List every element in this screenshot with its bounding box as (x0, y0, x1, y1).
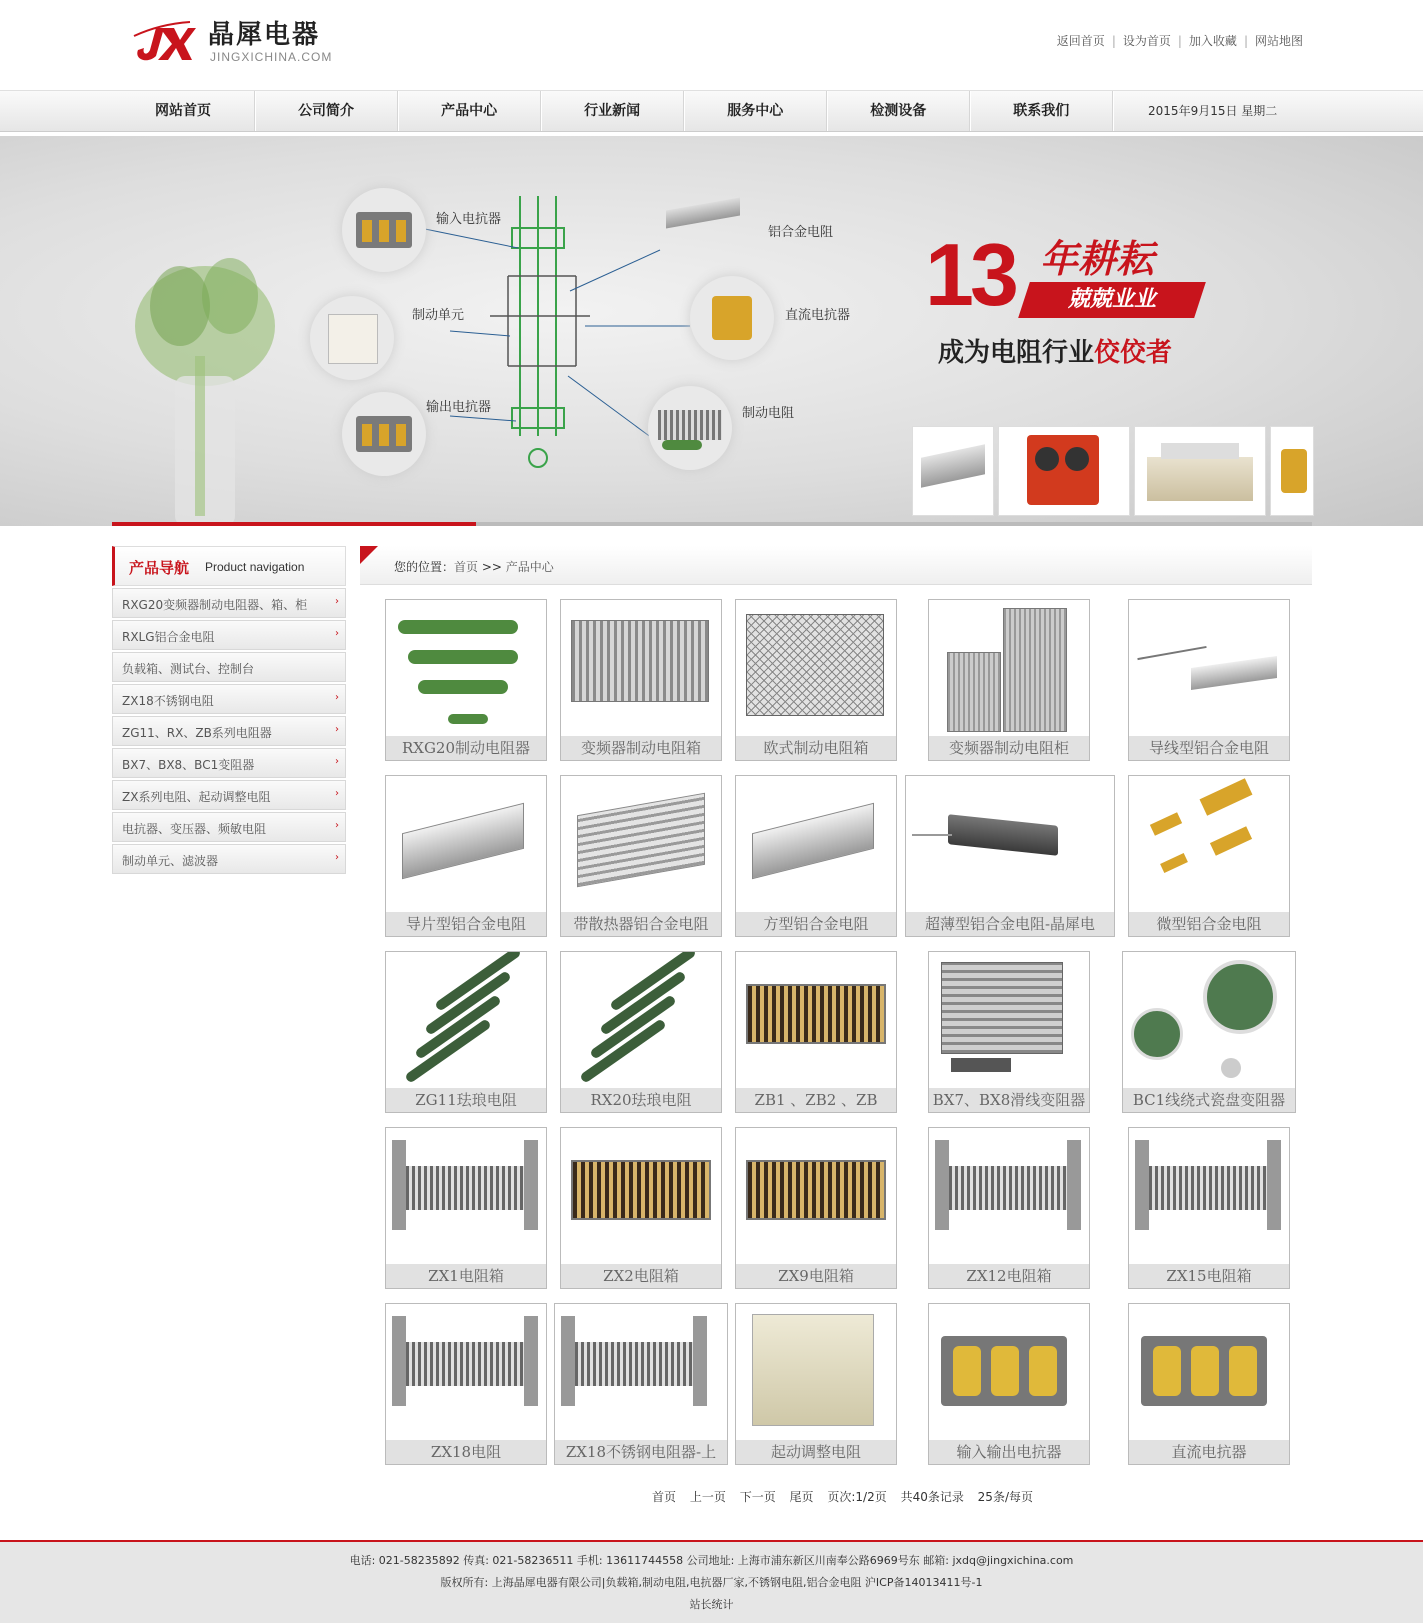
chevron-right-icon: › (335, 788, 339, 799)
label-brake-resistor: 制动电阻 (742, 406, 795, 421)
product-name: 方型铝合金电阻 (736, 912, 896, 936)
jx-logo-icon (130, 16, 196, 64)
breadcrumb-prefix: 您的位置： (394, 560, 455, 574)
nav-about[interactable]: 公司简介 (255, 91, 398, 131)
sidebar-item-label: 负载箱、测试台、控制台 (122, 662, 255, 676)
product-image (1131, 1306, 1287, 1442)
product-card[interactable] (735, 1127, 897, 1289)
product-image (563, 1130, 719, 1266)
product-name: 变频器制动电阻箱 (561, 736, 721, 760)
product-image (931, 1306, 1087, 1442)
sidebar-item-label: ZX18不锈钢电阻 (122, 694, 214, 708)
product-card[interactable] (385, 599, 547, 761)
nav-home[interactable]: 网站首页 (112, 91, 255, 131)
product-name: ZX15电阻箱 (1129, 1264, 1289, 1288)
sidebar-item-label: ZG11、RX、ZB系列电阻器 (122, 726, 272, 740)
site-logo[interactable] (130, 14, 350, 70)
link-back-home[interactable]: 返回首页 (1056, 34, 1105, 48)
main-nav (0, 90, 1423, 132)
top-links: 返回首页 | 设为首页 | 加入收藏 | 网站地图 (1056, 34, 1303, 48)
sidebar-item-load-box[interactable] (112, 652, 346, 682)
product-name: ZG11珐琅电阻 (386, 1088, 546, 1112)
product-name: ZB1 、ZB2 、ZB (736, 1088, 896, 1112)
product-name: BX7、BX8滑线变阻器 (929, 1088, 1089, 1112)
chevron-right-icon: › (335, 724, 339, 735)
product-card[interactable] (1128, 599, 1290, 761)
sidebar-item-reactor[interactable] (112, 812, 346, 842)
product-card[interactable] (560, 1127, 722, 1289)
product-card[interactable] (1128, 775, 1290, 937)
product-image (563, 778, 719, 914)
breadcrumb-current[interactable]: 产品中心 (505, 560, 554, 574)
logo-name: 晶犀电器 (208, 20, 321, 50)
product-image (738, 1130, 894, 1266)
product-name: ZX9电阻箱 (736, 1264, 896, 1288)
output-reactor-image (342, 392, 426, 476)
product-image (388, 778, 544, 914)
link-set-homepage[interactable]: 设为首页 (1122, 34, 1171, 48)
product-name: 起动调整电阻 (736, 1440, 896, 1464)
label-output-reactor: 输出电抗器 (426, 400, 492, 415)
product-image (557, 1306, 725, 1442)
hero-banner[interactable] (0, 136, 1423, 526)
product-name: 导片型铝合金电阻 (386, 912, 546, 936)
product-name: 变频器制动电阻柜 (929, 736, 1089, 760)
product-name: 欧式制动电阻箱 (736, 736, 896, 760)
sidebar-item-brake-unit[interactable] (112, 844, 346, 874)
product-name: ZX2电阻箱 (561, 1264, 721, 1288)
footer-contact: 电话: 021-58235892 传真: 021-58236511 手机: 13611744558 公司地址: 上海市浦东新区川南奉公路6969号东 邮箱: jxdq@jingxichina.com (349, 1554, 1074, 1567)
corner-triangle-icon (360, 546, 378, 564)
brake-resistor-image (648, 386, 732, 470)
pager-next[interactable]: 下一页 (739, 1490, 776, 1504)
product-image (908, 778, 1112, 914)
product-name: ZX18电阻 (386, 1440, 546, 1464)
aluminum-resistor-image (660, 192, 750, 232)
product-card[interactable] (385, 1127, 547, 1289)
logo-url: JINGXICHINA.COM (210, 50, 333, 64)
chevron-right-icon: › (335, 628, 339, 639)
product-card[interactable] (560, 775, 722, 937)
nav-news[interactable]: 行业新闻 (541, 91, 684, 131)
product-image (931, 954, 1087, 1090)
footer-stats-link[interactable]: 站长统计 (689, 1598, 734, 1611)
chevron-right-icon: › (335, 756, 339, 767)
slogan-tagline-pre: 成为电阻行业 (938, 338, 1095, 368)
product-name: 直流电抗器 (1129, 1440, 1289, 1464)
banner-thumb-2[interactable] (998, 426, 1130, 516)
pager-first[interactable]: 首页 (652, 1490, 677, 1504)
product-name: RXG20制动电阻器 (386, 736, 546, 760)
product-card[interactable] (905, 775, 1115, 937)
product-name: 输入输出电抗器 (929, 1440, 1089, 1464)
link-add-favorite[interactable]: 加入收藏 (1188, 34, 1237, 48)
label-input-reactor: 输入电抗器 (436, 212, 502, 227)
product-card[interactable] (928, 1127, 1090, 1289)
product-image (1131, 1130, 1287, 1266)
product-card[interactable] (735, 599, 897, 761)
product-image (563, 602, 719, 738)
chevron-right-icon: › (335, 692, 339, 703)
product-name: ZX18不锈钢电阻器-上 (555, 1440, 727, 1464)
dc-reactor-image (690, 276, 774, 360)
pager-prev[interactable]: 上一页 (689, 1490, 726, 1504)
product-name: 超薄型铝合金电阻-晶犀电 (906, 912, 1114, 936)
slogan-tagline (938, 332, 1172, 369)
product-card[interactable] (928, 599, 1090, 761)
product-image (388, 1306, 544, 1442)
breadcrumb-sep: >> (478, 560, 506, 574)
product-image (931, 1130, 1087, 1266)
product-card[interactable] (928, 1303, 1090, 1465)
pagination (652, 1488, 1043, 1505)
sidebar-title-en: Product navigation (205, 560, 305, 574)
product-card[interactable] (1128, 1303, 1290, 1465)
sidebar-item-bx7[interactable] (112, 748, 346, 778)
pager-page: 页次:1/2页 (827, 1490, 887, 1504)
sidebar-item-label: 制动单元、滤波器 (122, 854, 219, 868)
product-name: ZX1电阻箱 (386, 1264, 546, 1288)
banner-thumb-1[interactable] (912, 426, 994, 516)
label-brake-unit: 制动单元 (412, 308, 465, 323)
product-card[interactable] (1128, 1127, 1290, 1289)
plant-image (120, 236, 290, 526)
product-card[interactable] (735, 1303, 897, 1465)
product-image (1125, 954, 1293, 1090)
sidebar-item-label: RXG20变频器制动电阻器、箱、柜 (122, 598, 308, 612)
slogan-number: 13 (925, 225, 1015, 324)
sidebar-header (112, 546, 346, 586)
sidebar-item-rxlg[interactable] (112, 620, 346, 650)
nav-date: 2015年9月15日 星期二 (1148, 104, 1278, 118)
label-dc-reactor: 直流电抗器 (785, 308, 851, 323)
product-name: 带散热器铝合金电阻 (561, 912, 721, 936)
product-image (738, 1306, 894, 1442)
sidebar-item-label: ZX系列电阻、起动调整电阻 (122, 790, 271, 804)
product-card[interactable] (560, 951, 722, 1113)
pager-last[interactable]: 尾页 (789, 1490, 814, 1504)
product-card[interactable] (560, 599, 722, 761)
product-name: 微型铝合金电阻 (1129, 912, 1289, 936)
slogan-badge (1018, 282, 1206, 318)
product-card[interactable] (554, 1303, 728, 1465)
pager-total: 共40条记录 (900, 1490, 964, 1504)
pager-per-page: 25条/每页 (977, 1490, 1033, 1504)
product-name: ZX12电阻箱 (929, 1264, 1089, 1288)
product-image (388, 602, 544, 738)
banner-thumb-4[interactable] (1270, 426, 1314, 516)
product-card[interactable] (385, 951, 547, 1113)
slogan-years: 年耕耘 (1040, 236, 1155, 281)
product-card[interactable] (735, 951, 897, 1113)
slogan-badge-text: 兢兢业业 (1067, 287, 1156, 312)
product-name: RX20珐琅电阻 (561, 1088, 721, 1112)
nav-products[interactable]: 产品中心 (398, 91, 541, 131)
product-card[interactable] (1122, 951, 1296, 1113)
banner-thumb-3[interactable] (1134, 426, 1266, 516)
product-image (931, 602, 1087, 738)
sidebar-title: 产品导航 (129, 559, 190, 577)
banner-progress (112, 522, 1312, 526)
product-image (563, 954, 719, 1090)
sidebar-item-label: 电抗器、变压器、频敏电阻 (122, 822, 267, 836)
chevron-right-icon: › (335, 596, 339, 607)
product-image (738, 602, 894, 738)
chevron-right-icon: › (335, 820, 339, 831)
product-card[interactable] (735, 775, 897, 937)
product-card[interactable] (928, 951, 1090, 1113)
nav-service[interactable]: 服务中心 (684, 91, 827, 131)
sidebar-item-label: RXLG铝合金电阻 (122, 630, 215, 644)
product-card[interactable] (385, 1303, 547, 1465)
product-image (1131, 602, 1287, 738)
breadcrumb-text (394, 558, 554, 575)
product-name: 导线型铝合金电阻 (1129, 736, 1289, 760)
product-image (388, 1130, 544, 1266)
product-card[interactable] (385, 775, 547, 937)
brake-unit-image (310, 296, 394, 380)
sidebar-item-zx-series[interactable] (112, 780, 346, 810)
sidebar-item-zx18[interactable] (112, 684, 346, 714)
link-sitemap[interactable]: 网站地图 (1254, 34, 1303, 48)
sidebar-item-rxg20[interactable] (112, 588, 346, 618)
nav-equipment[interactable]: 检测设备 (827, 91, 970, 131)
product-image (1131, 778, 1287, 914)
input-reactor-image (342, 188, 426, 272)
breadcrumb (360, 546, 1312, 585)
slogan-tagline-em: 佼佼者 (1094, 338, 1173, 368)
nav-contact[interactable]: 联系我们 (970, 91, 1113, 131)
label-aluminum-resistor: 铝合金电阻 (768, 225, 834, 240)
site-footer (0, 1540, 1423, 1623)
product-image (738, 778, 894, 914)
breadcrumb-home-link[interactable]: 首页 (454, 560, 479, 574)
product-image (738, 954, 894, 1090)
product-name: BC1线绕式瓷盘变阻器 (1123, 1088, 1295, 1112)
chevron-right-icon: › (335, 852, 339, 863)
footer-copyright: 版权所有: 上海晶犀电器有限公司|负载箱,制动电阻,电抗器厂家,不锈钢电阻,铝合金电阻 沪ICP备14013411号-1 (440, 1576, 983, 1589)
sidebar-item-label: BX7、BX8、BC1变阻器 (122, 758, 255, 772)
product-sidebar (112, 546, 346, 874)
product-image (388, 954, 544, 1090)
sidebar-item-zg11[interactable] (112, 716, 346, 746)
